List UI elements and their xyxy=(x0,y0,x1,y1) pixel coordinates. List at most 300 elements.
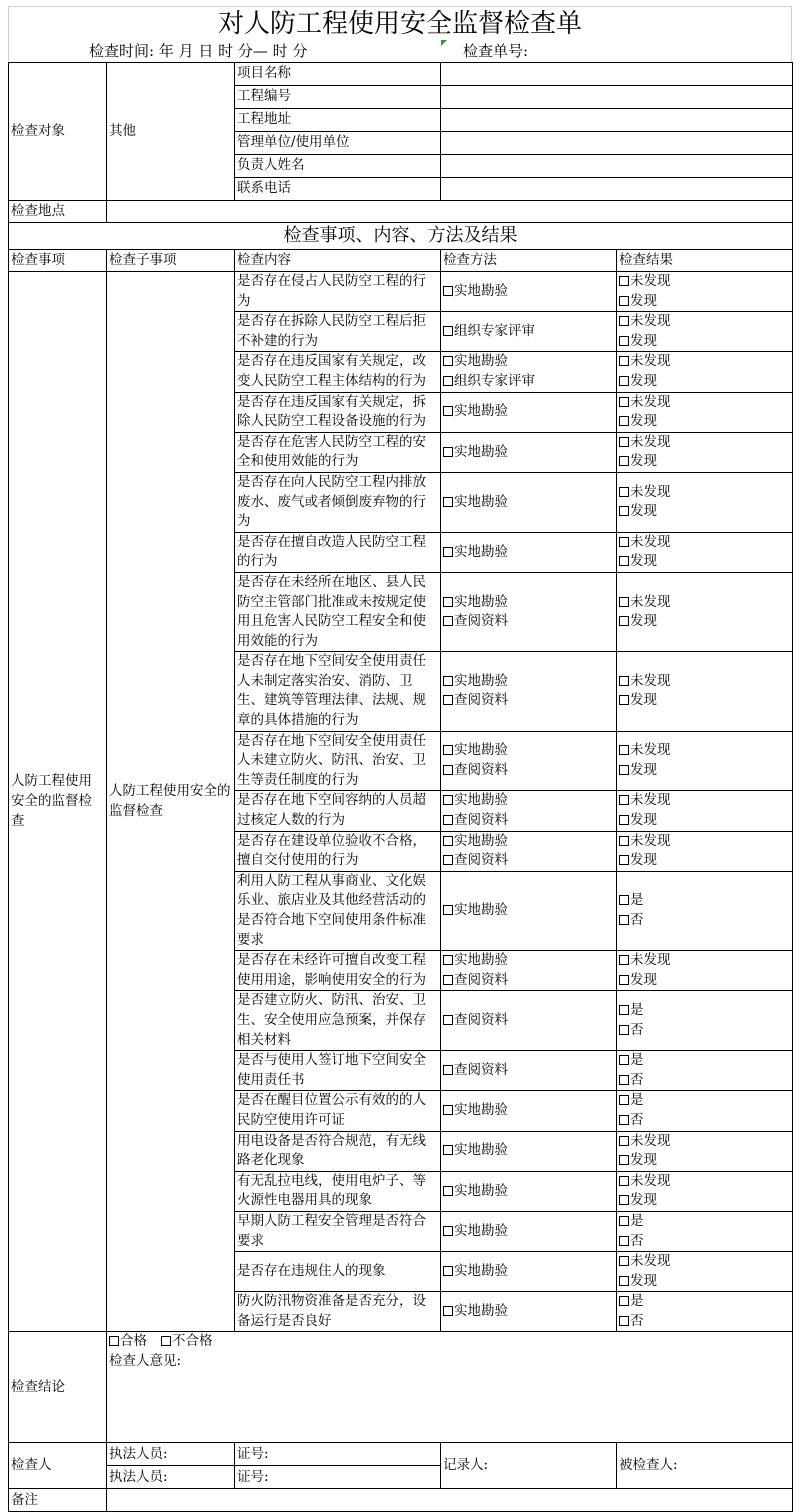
check-content: 是否存在危害人民防空工程的安全和使用效能的行为 xyxy=(235,432,441,472)
location-input[interactable] xyxy=(107,201,793,223)
check-method-cell xyxy=(441,1252,617,1292)
method-option[interactable] xyxy=(443,612,614,632)
method-label: 实地勘验 xyxy=(454,672,508,689)
checkbox-icon[interactable] xyxy=(619,276,629,286)
check-method-cell xyxy=(441,572,617,651)
result-option[interactable] xyxy=(619,612,790,632)
checkbox-icon[interactable] xyxy=(443,745,453,755)
result-label: 发现 xyxy=(630,1272,657,1289)
result-label: 未发现 xyxy=(630,832,671,849)
checkbox-icon[interactable] xyxy=(443,795,453,805)
checkbox-icon[interactable] xyxy=(443,356,453,366)
check-result-cell xyxy=(617,1252,793,1292)
result-label: 是 xyxy=(630,1293,644,1310)
section-title: 检查事项、内容、方法及结果 xyxy=(9,223,793,250)
check-result-cell xyxy=(617,392,793,432)
method-label: 实地勘验 xyxy=(454,742,508,759)
method-option[interactable] xyxy=(443,761,614,781)
checkbox-icon[interactable] xyxy=(619,695,629,705)
checkbox-icon[interactable] xyxy=(443,406,453,416)
check-method-cell xyxy=(441,871,617,950)
checkbox-icon[interactable] xyxy=(619,1115,629,1125)
check-result-cell xyxy=(617,432,793,472)
remark-input[interactable] xyxy=(107,1489,793,1512)
check-content: 是否在醒目位置公示有效的的人民防空使用许可证 xyxy=(235,1091,441,1131)
checkbox-icon[interactable] xyxy=(619,1236,629,1246)
method-label: 实地勘验 xyxy=(454,1262,508,1279)
checkbox-icon[interactable] xyxy=(619,316,629,326)
check-content: 有无乱拉电线，使用电炉子、等火源性电器用具的现象 xyxy=(235,1171,441,1211)
check-method-cell xyxy=(441,432,617,472)
result-label: 是 xyxy=(630,1092,644,1109)
checkbox-icon[interactable] xyxy=(619,1075,629,1085)
result-option[interactable] xyxy=(619,811,790,831)
checkbox-icon[interactable] xyxy=(619,336,629,346)
check-content: 防火防汛物资准备是否充分，设备运行是否良好 xyxy=(235,1292,441,1332)
check-content: 是否存在拆除人民防空工程后拒不补建的行为 xyxy=(235,312,441,352)
check-method-cell xyxy=(441,1211,617,1251)
checkbox-icon[interactable] xyxy=(619,456,629,466)
checkbox-icon[interactable] xyxy=(443,676,453,686)
checkbox-icon[interactable] xyxy=(619,955,629,965)
method-option[interactable] xyxy=(443,741,614,761)
result-option[interactable] xyxy=(619,1051,790,1071)
checkbox-icon[interactable] xyxy=(443,1065,453,1075)
check-content: 是否存在违规住人的现象 xyxy=(235,1252,441,1292)
method-option[interactable] xyxy=(443,832,614,852)
check-result-cell xyxy=(617,572,793,651)
checkbox-icon[interactable] xyxy=(619,1176,629,1186)
method-label: 查阅资料 xyxy=(454,613,508,630)
check-result-cell xyxy=(617,652,793,731)
cell-comment-marker xyxy=(441,40,447,46)
check-result-cell xyxy=(617,472,793,532)
method-option[interactable] xyxy=(443,791,614,811)
result-label: 发现 xyxy=(630,613,657,630)
result-label: 未发现 xyxy=(630,1132,671,1149)
check-method-cell xyxy=(441,652,617,731)
result-label: 未发现 xyxy=(630,672,671,689)
checkbox-icon[interactable] xyxy=(619,1155,629,1165)
result-label: 否 xyxy=(630,1021,644,1038)
cert-label-2: 证号: xyxy=(235,1466,441,1489)
checkbox-icon[interactable] xyxy=(443,1145,453,1155)
result-label: 发现 xyxy=(630,332,657,349)
check-result-cell xyxy=(617,1292,793,1332)
result-option[interactable] xyxy=(619,911,790,931)
check-method-cell xyxy=(441,951,617,991)
check-content: 是否存在侵占人民防空工程的行为 xyxy=(235,272,441,312)
field-input-project-code[interactable] xyxy=(441,86,793,109)
result-option[interactable] xyxy=(619,393,790,413)
checkbox-icon[interactable] xyxy=(443,286,453,296)
method-label: 组织专家评审 xyxy=(454,372,535,389)
checkbox-icon[interactable] xyxy=(619,397,629,407)
check-method-cell xyxy=(441,731,617,791)
checkbox-icon[interactable] xyxy=(619,836,629,846)
check-result-cell xyxy=(617,991,793,1051)
result-label: 未发现 xyxy=(630,952,671,969)
checkbox-icon[interactable] xyxy=(443,376,453,386)
result-option[interactable] xyxy=(619,552,790,572)
form-title: 对人防工程使用安全监督检查单 xyxy=(8,6,792,40)
check-content: 是否存在未经所在地区、县人民防空主管部门批准或未按规定使用且危害人民防空工程安全和使用效能的行为 xyxy=(235,572,441,651)
item-name: 人防工程使用安全的监督检查 xyxy=(9,272,107,1332)
method-label: 实地勘验 xyxy=(454,1303,508,1320)
conclusion-label: 检查结论 xyxy=(9,1332,107,1443)
checkbox-icon[interactable] xyxy=(443,547,453,557)
checkbox-icon[interactable] xyxy=(619,1296,629,1306)
method-option[interactable] xyxy=(443,1141,614,1161)
fail-option[interactable] xyxy=(161,1333,213,1349)
result-option[interactable] xyxy=(619,1312,790,1332)
method-label: 实地勘验 xyxy=(454,1102,508,1119)
object-type: 其他 xyxy=(107,63,235,201)
method-label: 实地勘验 xyxy=(454,1182,508,1199)
result-label: 未发现 xyxy=(630,433,671,450)
conclusion-cell xyxy=(107,1332,793,1443)
column-header-content: 检查内容 xyxy=(235,250,441,272)
result-label: 发现 xyxy=(630,852,657,869)
method-option[interactable] xyxy=(443,691,614,711)
result-option[interactable] xyxy=(619,412,790,432)
result-option[interactable] xyxy=(619,1272,790,1292)
field-label-responsible-person: 负责人姓名 xyxy=(235,155,441,178)
method-label: 查阅资料 xyxy=(454,1011,508,1028)
field-input-responsible-person[interactable] xyxy=(441,155,793,178)
checkbox-icon[interactable] xyxy=(619,597,629,607)
result-label: 发现 xyxy=(630,971,657,988)
checkbox-icon[interactable] xyxy=(619,1005,629,1015)
result-label: 未发现 xyxy=(630,393,671,410)
check-result-cell xyxy=(617,1211,793,1251)
check-content: 是否存在地下空间容纳的人员超过核定人数的行为 xyxy=(235,791,441,831)
checkbox-icon[interactable] xyxy=(619,1055,629,1065)
checkbox-icon[interactable] xyxy=(619,616,629,626)
check-result-cell xyxy=(617,791,793,831)
check-result-cell xyxy=(617,532,793,572)
result-option[interactable] xyxy=(619,971,790,991)
checkbox-icon[interactable] xyxy=(161,1336,171,1346)
method-label: 实地勘验 xyxy=(454,902,508,919)
result-label: 否 xyxy=(630,1071,644,1088)
check-method-cell xyxy=(441,392,617,432)
method-label: 查阅资料 xyxy=(454,812,508,829)
result-option[interactable] xyxy=(619,312,790,332)
method-option[interactable] xyxy=(443,1011,614,1031)
method-option[interactable] xyxy=(443,372,614,392)
result-option[interactable] xyxy=(619,1071,790,1091)
result-label: 是 xyxy=(630,1052,644,1069)
result-option[interactable] xyxy=(619,272,790,292)
method-option[interactable] xyxy=(443,1302,614,1322)
result-option[interactable] xyxy=(619,1021,790,1041)
location-label: 检查地点 xyxy=(9,201,107,223)
method-option[interactable] xyxy=(443,672,614,692)
method-label: 实地勘验 xyxy=(454,403,508,420)
check-result-cell xyxy=(617,1051,793,1091)
field-input-phone[interactable] xyxy=(441,178,793,201)
method-option[interactable] xyxy=(443,352,614,372)
check-method-cell xyxy=(441,991,617,1051)
checkbox-icon[interactable] xyxy=(619,487,629,497)
checkbox-icon[interactable] xyxy=(619,1025,629,1035)
checkbox-icon[interactable] xyxy=(619,815,629,825)
method-label: 实地勘验 xyxy=(454,493,508,510)
method-label: 实地勘验 xyxy=(454,353,508,370)
method-label: 实地勘验 xyxy=(454,1222,508,1239)
result-option[interactable] xyxy=(619,1132,790,1152)
result-option[interactable] xyxy=(619,1151,790,1171)
result-option[interactable] xyxy=(619,1172,790,1192)
method-option[interactable] xyxy=(443,901,614,921)
check-content: 早期人防工程安全管理是否符合要求 xyxy=(235,1211,441,1251)
check-result-cell xyxy=(617,831,793,871)
check-method-cell xyxy=(441,352,617,392)
method-option[interactable] xyxy=(443,322,614,342)
checkbox-icon[interactable] xyxy=(443,695,453,705)
checkbox-icon[interactable] xyxy=(619,1316,629,1326)
method-option[interactable] xyxy=(443,402,614,422)
result-option[interactable] xyxy=(619,483,790,503)
checkbox-icon[interactable] xyxy=(443,955,453,965)
check-content: 是否建立防火、防汛、治安、卫生、安全使用应急预案，并保存相关材料 xyxy=(235,991,441,1051)
checkbox-icon[interactable] xyxy=(443,1266,453,1276)
result-option[interactable] xyxy=(619,533,790,553)
result-label: 未发现 xyxy=(630,273,671,289)
result-label: 未发现 xyxy=(630,593,671,610)
method-label: 查阅资料 xyxy=(454,762,508,779)
result-label: 发现 xyxy=(630,292,657,309)
result-label: 否 xyxy=(630,912,644,928)
inspector-label: 检查人 xyxy=(9,1443,107,1489)
check-content: 用电设备是否符合规范，有无线路老化现象 xyxy=(235,1131,441,1171)
method-option[interactable] xyxy=(443,443,614,463)
checkbox-icon[interactable] xyxy=(619,1276,629,1286)
checkbox-icon[interactable] xyxy=(443,855,453,865)
method-option[interactable] xyxy=(443,1101,614,1121)
result-label: 未发现 xyxy=(630,353,671,370)
field-input-project-name[interactable] xyxy=(441,63,793,86)
checkbox-icon[interactable] xyxy=(109,1336,119,1346)
checkbox-icon[interactable] xyxy=(443,1186,453,1196)
checkbox-icon[interactable] xyxy=(619,1216,629,1226)
checkbox-icon[interactable] xyxy=(619,915,629,925)
result-option[interactable] xyxy=(619,951,790,971)
checkbox-icon[interactable] xyxy=(619,745,629,755)
pass-option[interactable] xyxy=(109,1333,147,1349)
result-option[interactable] xyxy=(619,1091,790,1111)
checkbox-icon[interactable] xyxy=(619,1095,629,1105)
result-option[interactable] xyxy=(619,332,790,352)
checkbox-icon[interactable] xyxy=(619,1195,629,1205)
result-option[interactable] xyxy=(619,1292,790,1312)
result-option[interactable] xyxy=(619,741,790,761)
check-result-cell xyxy=(617,1131,793,1171)
result-option[interactable] xyxy=(619,672,790,692)
method-label: 实地勘验 xyxy=(454,832,508,849)
result-option[interactable] xyxy=(619,851,790,871)
result-option[interactable] xyxy=(619,372,790,392)
check-method-cell xyxy=(441,312,617,352)
method-label: 实地勘验 xyxy=(454,952,508,969)
result-label: 发现 xyxy=(630,372,657,389)
checkbox-icon[interactable] xyxy=(443,765,453,775)
checkbox-icon[interactable] xyxy=(443,975,453,985)
result-option[interactable] xyxy=(619,502,790,522)
method-option[interactable] xyxy=(443,811,614,831)
check-result-cell xyxy=(617,312,793,352)
check-result-cell xyxy=(617,352,793,392)
result-option[interactable] xyxy=(619,593,790,613)
checkbox-icon[interactable] xyxy=(443,1105,453,1115)
method-label: 实地勘验 xyxy=(454,282,508,299)
method-option[interactable] xyxy=(443,1061,614,1081)
result-label: 发现 xyxy=(630,762,657,779)
method-option[interactable] xyxy=(443,1262,614,1282)
method-label: 实地勘验 xyxy=(454,443,508,460)
checkbox-icon[interactable] xyxy=(619,975,629,985)
checkbox-icon[interactable] xyxy=(443,836,453,846)
checkbox-icon[interactable] xyxy=(619,376,629,386)
result-label: 发现 xyxy=(630,692,657,709)
check-content: 是否存在建设单位验收不合格，擅自交付使用的行为 xyxy=(235,831,441,871)
checkbox-icon[interactable] xyxy=(443,447,453,457)
result-option[interactable] xyxy=(619,1232,790,1252)
method-option[interactable] xyxy=(443,951,614,971)
result-label: 否 xyxy=(630,1111,644,1128)
result-option[interactable] xyxy=(619,352,790,372)
result-label: 是 xyxy=(630,892,644,909)
checkbox-icon[interactable] xyxy=(619,795,629,805)
officer-label-1: 执法人员: xyxy=(107,1443,235,1466)
result-label: 未发现 xyxy=(630,313,671,330)
result-option[interactable] xyxy=(619,791,790,811)
checkbox-icon[interactable] xyxy=(619,895,629,905)
checkbox-icon[interactable] xyxy=(619,1256,629,1266)
result-option[interactable] xyxy=(619,1001,790,1021)
conclusion-options xyxy=(109,1332,790,1352)
form-subheader xyxy=(8,40,792,62)
checkbox-icon[interactable] xyxy=(619,556,629,566)
result-option[interactable] xyxy=(619,1111,790,1131)
field-input-project-address[interactable] xyxy=(441,109,793,132)
checkbox-icon[interactable] xyxy=(443,1015,453,1025)
checkbox-icon[interactable] xyxy=(443,326,453,336)
method-option[interactable] xyxy=(443,851,614,871)
checkbox-icon[interactable] xyxy=(443,1306,453,1316)
field-label-phone: 联系电话 xyxy=(235,178,441,201)
checkbox-icon[interactable] xyxy=(619,416,629,426)
result-label: 发现 xyxy=(630,812,657,829)
checkbox-icon[interactable] xyxy=(619,506,629,516)
checkbox-icon[interactable] xyxy=(443,815,453,825)
result-label: 是 xyxy=(630,1212,644,1229)
method-option[interactable] xyxy=(443,282,614,302)
checkbox-icon[interactable] xyxy=(443,1226,453,1236)
checkbox-icon[interactable] xyxy=(619,855,629,865)
result-option[interactable] xyxy=(619,891,790,911)
check-result-cell xyxy=(617,1091,793,1131)
method-label: 实地勘验 xyxy=(454,1142,508,1159)
result-label: 未发现 xyxy=(630,792,671,809)
method-option[interactable] xyxy=(443,593,614,613)
checkbox-icon[interactable] xyxy=(443,497,453,507)
check-method-cell xyxy=(441,791,617,831)
method-label: 查阅资料 xyxy=(454,1061,508,1078)
check-content: 是否存在违反国家有关规定，改变人民防空工程主体结构的行为 xyxy=(235,352,441,392)
checkbox-icon[interactable] xyxy=(619,676,629,686)
result-label: 未发现 xyxy=(630,1253,671,1270)
column-header-item: 检查事项 xyxy=(9,250,107,272)
field-label-project-code: 工程编号 xyxy=(235,86,441,109)
method-option[interactable] xyxy=(443,971,614,991)
checkbox-icon[interactable] xyxy=(619,437,629,447)
check-method-cell xyxy=(441,1131,617,1171)
method-option[interactable] xyxy=(443,1222,614,1242)
check-result-cell xyxy=(617,731,793,791)
result-option[interactable] xyxy=(619,1191,790,1211)
check-content: 是否存在地下空间安全使用责任人未制定落实治安、消防、卫生、建筑等管理法律、法规、规章的具体措施的行为 xyxy=(235,652,441,731)
checkbox-icon[interactable] xyxy=(619,765,629,775)
checkbox-icon[interactable] xyxy=(619,296,629,306)
check-method-cell xyxy=(441,472,617,532)
checkbox-icon[interactable] xyxy=(443,905,453,915)
method-option[interactable] xyxy=(443,543,614,563)
method-label: 实地勘验 xyxy=(454,792,508,809)
method-option[interactable] xyxy=(443,493,614,513)
field-input-management-unit[interactable] xyxy=(441,132,793,155)
checkbox-icon[interactable] xyxy=(619,1136,629,1146)
checkbox-icon[interactable] xyxy=(619,537,629,547)
result-label: 发现 xyxy=(630,453,657,470)
result-option[interactable] xyxy=(619,433,790,453)
check-method-cell xyxy=(441,1091,617,1131)
checkbox-icon[interactable] xyxy=(443,616,453,626)
result-option[interactable] xyxy=(619,452,790,472)
result-option[interactable] xyxy=(619,691,790,711)
result-label: 发现 xyxy=(630,503,657,520)
result-option[interactable] xyxy=(619,292,790,312)
column-header-subitem: 检查子事项 xyxy=(107,250,235,272)
result-option[interactable] xyxy=(619,1212,790,1232)
checkbox-icon[interactable] xyxy=(619,356,629,366)
fail-label: 不合格 xyxy=(172,1333,213,1350)
method-label: 查阅资料 xyxy=(454,692,508,709)
cert-label-1: 证号: xyxy=(235,1443,441,1466)
check-content: 利用人防工程从事商业、文化娱乐业、旅店业及其他经营活动的是否符合地下空间使用条件标准要求 xyxy=(235,871,441,950)
result-option[interactable] xyxy=(619,761,790,781)
inspection-time-label: 检查时间: 年 月 日 时 分— 时 分 xyxy=(89,42,308,60)
object-label: 检查对象 xyxy=(9,63,107,201)
result-label: 未发现 xyxy=(630,483,671,500)
result-label: 未发现 xyxy=(630,533,671,550)
method-label: 组织专家评审 xyxy=(454,322,535,339)
result-label: 否 xyxy=(630,1312,644,1329)
result-option[interactable] xyxy=(619,1252,790,1272)
check-content: 是否存在违反国家有关规定，拆除人民防空工程设备设施的行为 xyxy=(235,392,441,432)
check-method-cell xyxy=(441,1171,617,1211)
checkbox-icon[interactable] xyxy=(443,597,453,607)
result-label: 未发现 xyxy=(630,1172,671,1189)
result-label: 发现 xyxy=(630,413,657,430)
method-option[interactable] xyxy=(443,1182,614,1202)
opinion-label: 检查人意见: xyxy=(109,1353,182,1370)
check-result-cell xyxy=(617,1171,793,1211)
pass-label: 合格 xyxy=(120,1333,147,1350)
result-option[interactable] xyxy=(619,832,790,852)
method-label: 实地勘验 xyxy=(454,543,508,560)
